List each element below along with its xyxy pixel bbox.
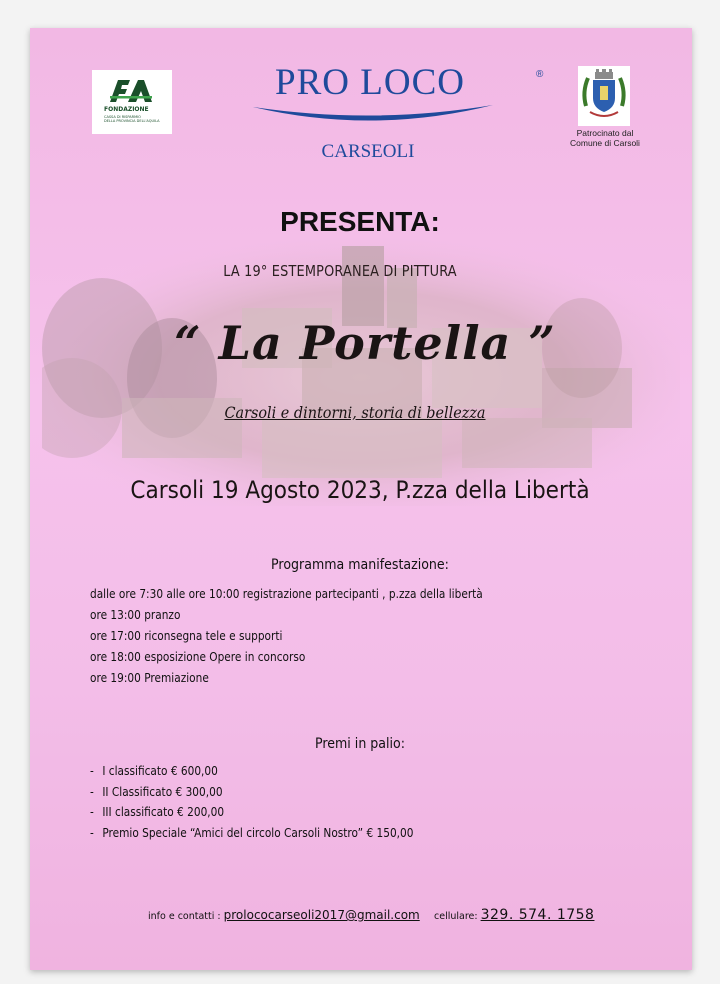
program-item: ore 13:00 pranzo <box>90 608 181 622</box>
program-heading: Programma manifestazione: <box>271 557 449 573</box>
prizes-list <box>90 761 610 843</box>
bullet-dash: - <box>90 784 94 799</box>
prize-item <box>90 823 548 844</box>
fondazione-subtitle <box>104 115 168 123</box>
municipal-crest-icon <box>578 66 630 126</box>
event-date-place: Carsoli 19 Agosto 2023, P.zza della Libertà <box>130 476 590 504</box>
program-item: dalle ore 7:30 alle ore 10:00 registrazione partecipanti , p.zza della libertà <box>90 587 483 601</box>
proloco-word-loco: LOCO <box>360 62 465 103</box>
prizes-heading: Premi in palio: <box>315 736 405 752</box>
program-item: ore 17:00 riconsegna tele e supporti <box>90 629 283 643</box>
proloco-word-pro: PRO <box>275 62 361 103</box>
program-item: ore 18:00 esposizione Opere in concorso <box>90 650 306 664</box>
program-list <box>90 584 610 689</box>
patronage-line2: Comune di Carsoli <box>570 138 640 148</box>
program-item: ore 19:00 Premiazione <box>90 671 209 685</box>
phone-number[interactable]: 329. 574. 1758 <box>480 907 595 923</box>
prize-item <box>90 802 548 823</box>
poster-sheet <box>30 28 692 970</box>
fondazione-name: FONDAZIONE <box>104 106 149 113</box>
email-contact <box>148 904 420 923</box>
bullet-dash: - <box>90 805 94 819</box>
info-label: info e contatti : <box>148 911 224 922</box>
phone-label: cellulare: <box>434 911 481 922</box>
fondazione-line2: DELLA PROVINCIA DELL'AQUILA <box>104 119 160 123</box>
email-link[interactable]: prolococarseoli2017@gmail.com <box>223 908 420 922</box>
presents-heading: PRESENTA: <box>280 206 440 237</box>
proloco-logo <box>190 61 560 131</box>
phone-contact <box>434 904 594 923</box>
patronage-note <box>550 128 660 148</box>
bullet-dash: - <box>90 764 94 778</box>
event-title: “ La Portella ” <box>174 316 556 370</box>
event-tagline: Carsoli e dintorni, storia di bellezza <box>224 403 486 422</box>
prize-text: II Classificato € 300,00 <box>102 784 223 799</box>
fondazione-mark-icon <box>108 76 154 104</box>
swoosh-icon <box>248 101 498 131</box>
fondazione-logo <box>92 70 172 134</box>
prize-item <box>90 761 548 782</box>
prize-text: III classificato € 200,00 <box>102 805 225 819</box>
fondazione-line1: CASSA DI RISPARMIO <box>104 115 141 119</box>
prize-item <box>90 782 548 803</box>
town-name: CARSEOLI <box>321 141 415 162</box>
prize-text: Premio Speciale “Amici del circolo Carsoli Nostro” € 150,00 <box>102 825 414 840</box>
proloco-wordmark <box>190 61 550 104</box>
prize-text: I classificato € 600,00 <box>102 764 218 778</box>
registered-mark: ® <box>536 69 544 80</box>
event-subtitle: LA 19° ESTEMPORANEA DI PITTURA <box>223 262 457 280</box>
patronage-line1: Patrocinato dal <box>576 128 634 138</box>
bullet-dash: - <box>90 825 94 840</box>
